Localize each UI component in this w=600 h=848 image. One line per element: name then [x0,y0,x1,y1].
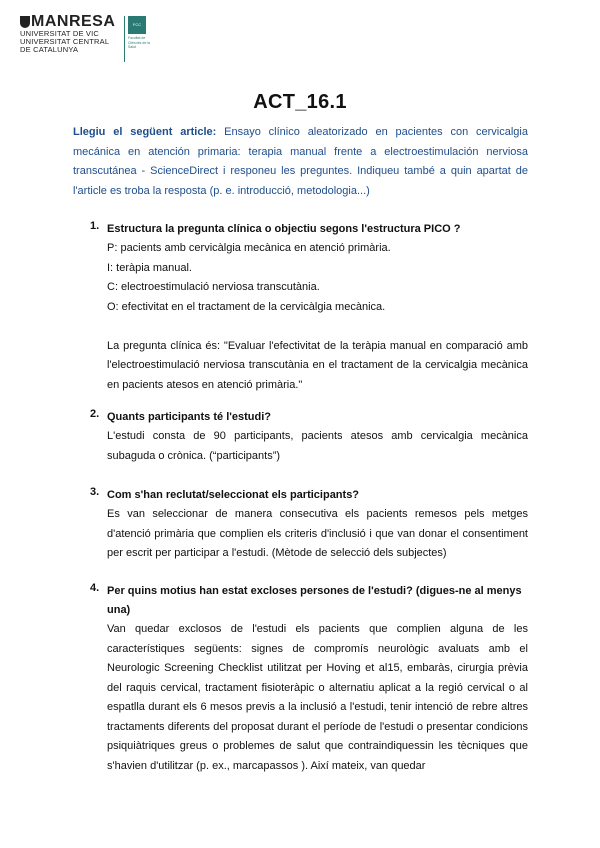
question-number: 1. [90,220,100,232]
pico-item: I: teràpia manual. [107,261,192,274]
u-logo-icon [20,16,30,28]
question-1 [90,220,528,395]
logo-sub-line: DE CATALUNYA [20,45,79,54]
intro-paragraph [73,123,528,201]
question-3 [90,486,528,564]
answer-text: La pregunta clínica és: "Evaluar l'efectivitat de la teràpia manual en comparació amb l'electroestimulació nerviosa transcutània en el tractament de la cervicalgia mecànica en pacients atesos en atenció primària." [107,339,528,391]
question-2 [90,408,528,466]
question-number: 2. [90,408,100,420]
intro-text: Ensayo clínico aleatorizado en pacientes con cervicalgia mecánica en atención primaria: terapia manual frente a electroestimulación nerviosa transcutánea - ScienceDirect i responeu les preguntes. Indiqueu també a quin apartat de l'article es troba la resposta (p. e. introducció, metodologia...) [73,126,528,197]
question-title: Estructura la pregunta clínica o objectiu segons l'estructura PICO ? [107,223,461,235]
logo-sub-line: UNIVERSITAT CENTRAL [20,37,110,46]
faculty-name: Facultat de Ciències de la Salut [128,36,150,49]
question-number: 4. [90,582,100,594]
intro-lead: Llegiu el següent article: [73,126,217,138]
question-title: Per quins motius han estat excloses persones de l'estudi? (digues-ne al menys una) [107,585,522,616]
question-title: Quants participants té l'estudi? [107,411,271,423]
faculty-logo [128,16,168,50]
question-4 [90,582,528,776]
page-title: ACT_16.1 [253,91,347,113]
logo-brand-text: MANRESA [31,13,116,30]
answer-text: Van quedar exclosos de l'estudi els pacients que complien alguna de les característiques següents: signes de compromís neurològic avaluats amb el Neurologic Screening Checklist utilitzat per Hoving et al15, embaràs, cirurgia prèvia del raquis cervical, tractament fisioteràpic o alternatiu aplicat a la regió cervical o al espatlla durant els 6 mesos previs a la inclusió a l'estudi, tenir intenció de rebre altres tractaments diferents del proposat durant el període de l'estudi o presentar condicions psiquiàtriques greus o problemes de salut que contraindiquessin les tècniques que s'havien d'utilitzar (p. ex., marcapassos ). Així mateix, van quedar [107,623,528,772]
faculty-square-icon: FCC [128,16,146,34]
logo-divider [124,16,125,62]
pico-item: C: electroestimulació nerviosa transcutània. [107,281,320,293]
answer-text: L'estudi consta de 90 participants, pacients atesos amb cervicalgia mecànica subaguda o crònica. (“participants”) [107,430,528,462]
question-title: Com s'han reclutat/seleccionat els participants? [107,489,360,501]
umanresa-logo [20,14,120,54]
question-number: 3. [90,486,100,498]
answer-text: Es van seleccionar de manera consecutiva els pacients remesos pels metges d'atenció primària que complien els criteris d'inclusió i que van donar el consentiment per escrit per participar a l'estudi. (Mètode de selecció dels subjectes) [107,508,528,559]
question-answer [107,239,528,395]
pico-item: O: efectivitat en el tractament de la cervicàlgia mecànica. [107,300,386,313]
logo-sub-line: UNIVERSITAT DE VIC [20,29,100,38]
pico-item: P: pacients amb cervicàlgia mecànica en atenció primària. [107,242,391,254]
